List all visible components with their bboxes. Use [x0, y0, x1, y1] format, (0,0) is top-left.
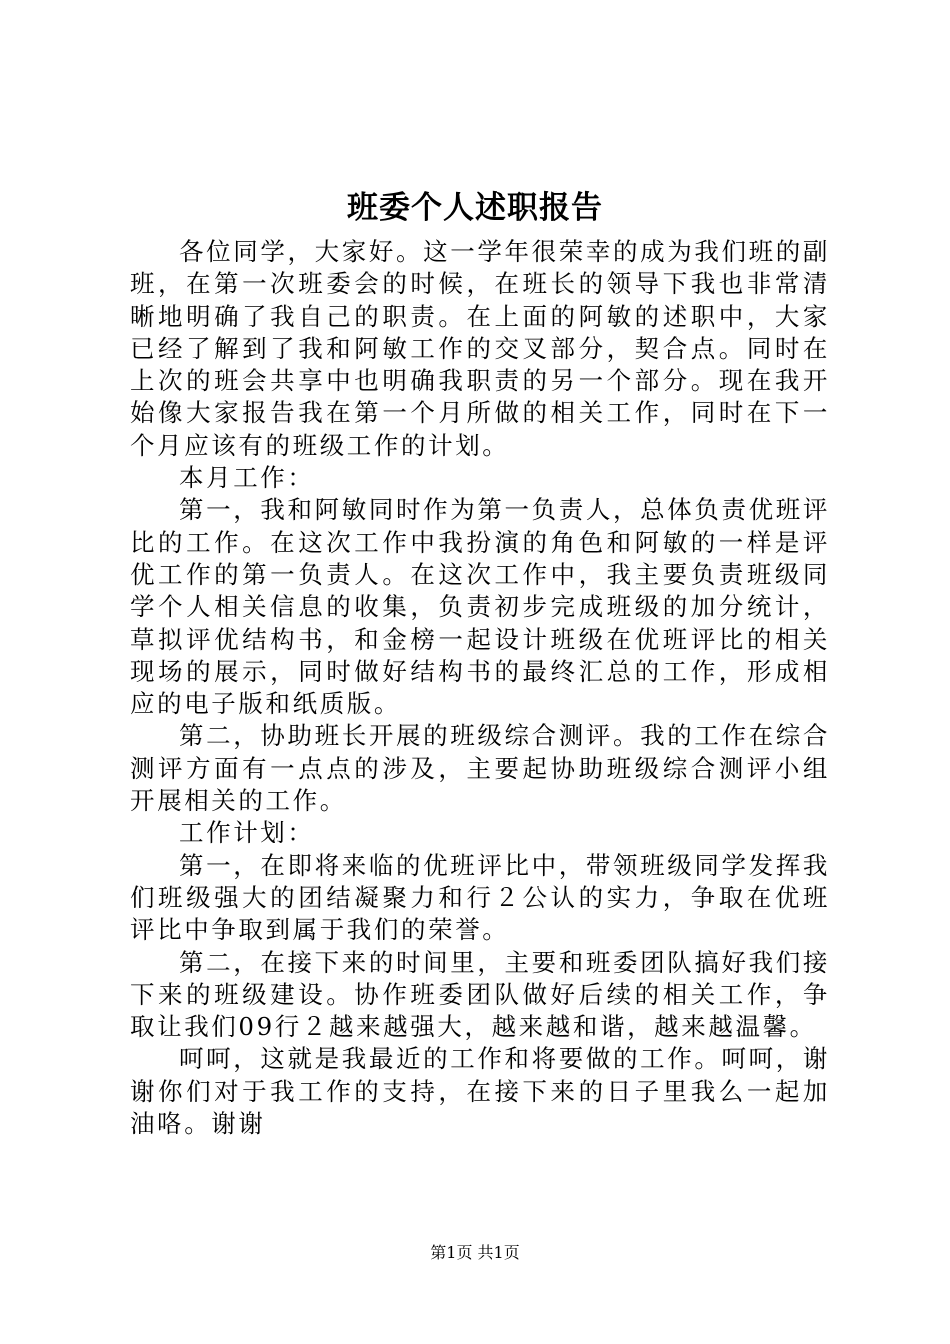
- paragraph-closing: 呵呵，这就是我最近的工作和将要做的工作。呵呵，谢谢你们对于我工作的支持，在接下来的日子里我么一起加油咯。谢谢: [130, 1044, 830, 1139]
- paragraph-plan-item-2: 第二，在接下来的时间里，主要和班委团队搞好我们接下来的班级建设。协作班委团队做好后续的相关工作，争取让我们09行２越来越强大，越来越和谐，越来越温馨。: [130, 947, 830, 1042]
- paragraph-greeting: 各位同学，大家好。这一学年很荣幸的成为我们班的副班，在第一次班委会的时候，在班长的领导下我也非常清晰地明确了我自己的职责。在上面的阿敏的述职中，大家已经了解到了我和阿敏工作的交叉部分，契合点。同时在上次的班会共享中也明确我职责的另一个部分。现在我开始像大家报告我在第一个月所做的相关工作，同时在下一个月应该有的班级工作的计划。: [130, 237, 830, 460]
- section-heading-this-month: 本月工作：: [179, 463, 315, 493]
- document-title: 班委个人述职报告: [347, 190, 603, 226]
- section-heading-work-plan: 工作计划：: [179, 818, 315, 848]
- paragraph-plan-item-1: 第一，在即将来临的优班评比中，带领班级同学发挥我们班级强大的团结凝聚力和行２公认的实力，争取在优班评比中争取到属于我们的荣誉。: [130, 850, 830, 945]
- document-body: [130, 236, 830, 1140]
- paragraph-work-item-1: 第一，我和阿敏同时作为第一负责人，总体负责优班评比的工作。在这次工作中我扮演的角色和阿敏的一样是评优工作的第一负责人。在这次工作中，我主要负责班级同学个人相关信息的收集，负责初步完成班级的加分统计，草拟评优结构书，和金榜一起设计班级在优班评比的相关现场的展示，同时做好结构书的最终汇总的工作，形成相应的电子版和纸质版。: [130, 495, 830, 719]
- paragraph-work-item-2: 第二，协助班长开展的班级综合测评。我的工作在综合测评方面有一点点的涉及，主要起协助班级综合测评小组开展相关的工作。: [130, 721, 830, 816]
- page-footer: 第1页 共1页: [430, 1243, 520, 1262]
